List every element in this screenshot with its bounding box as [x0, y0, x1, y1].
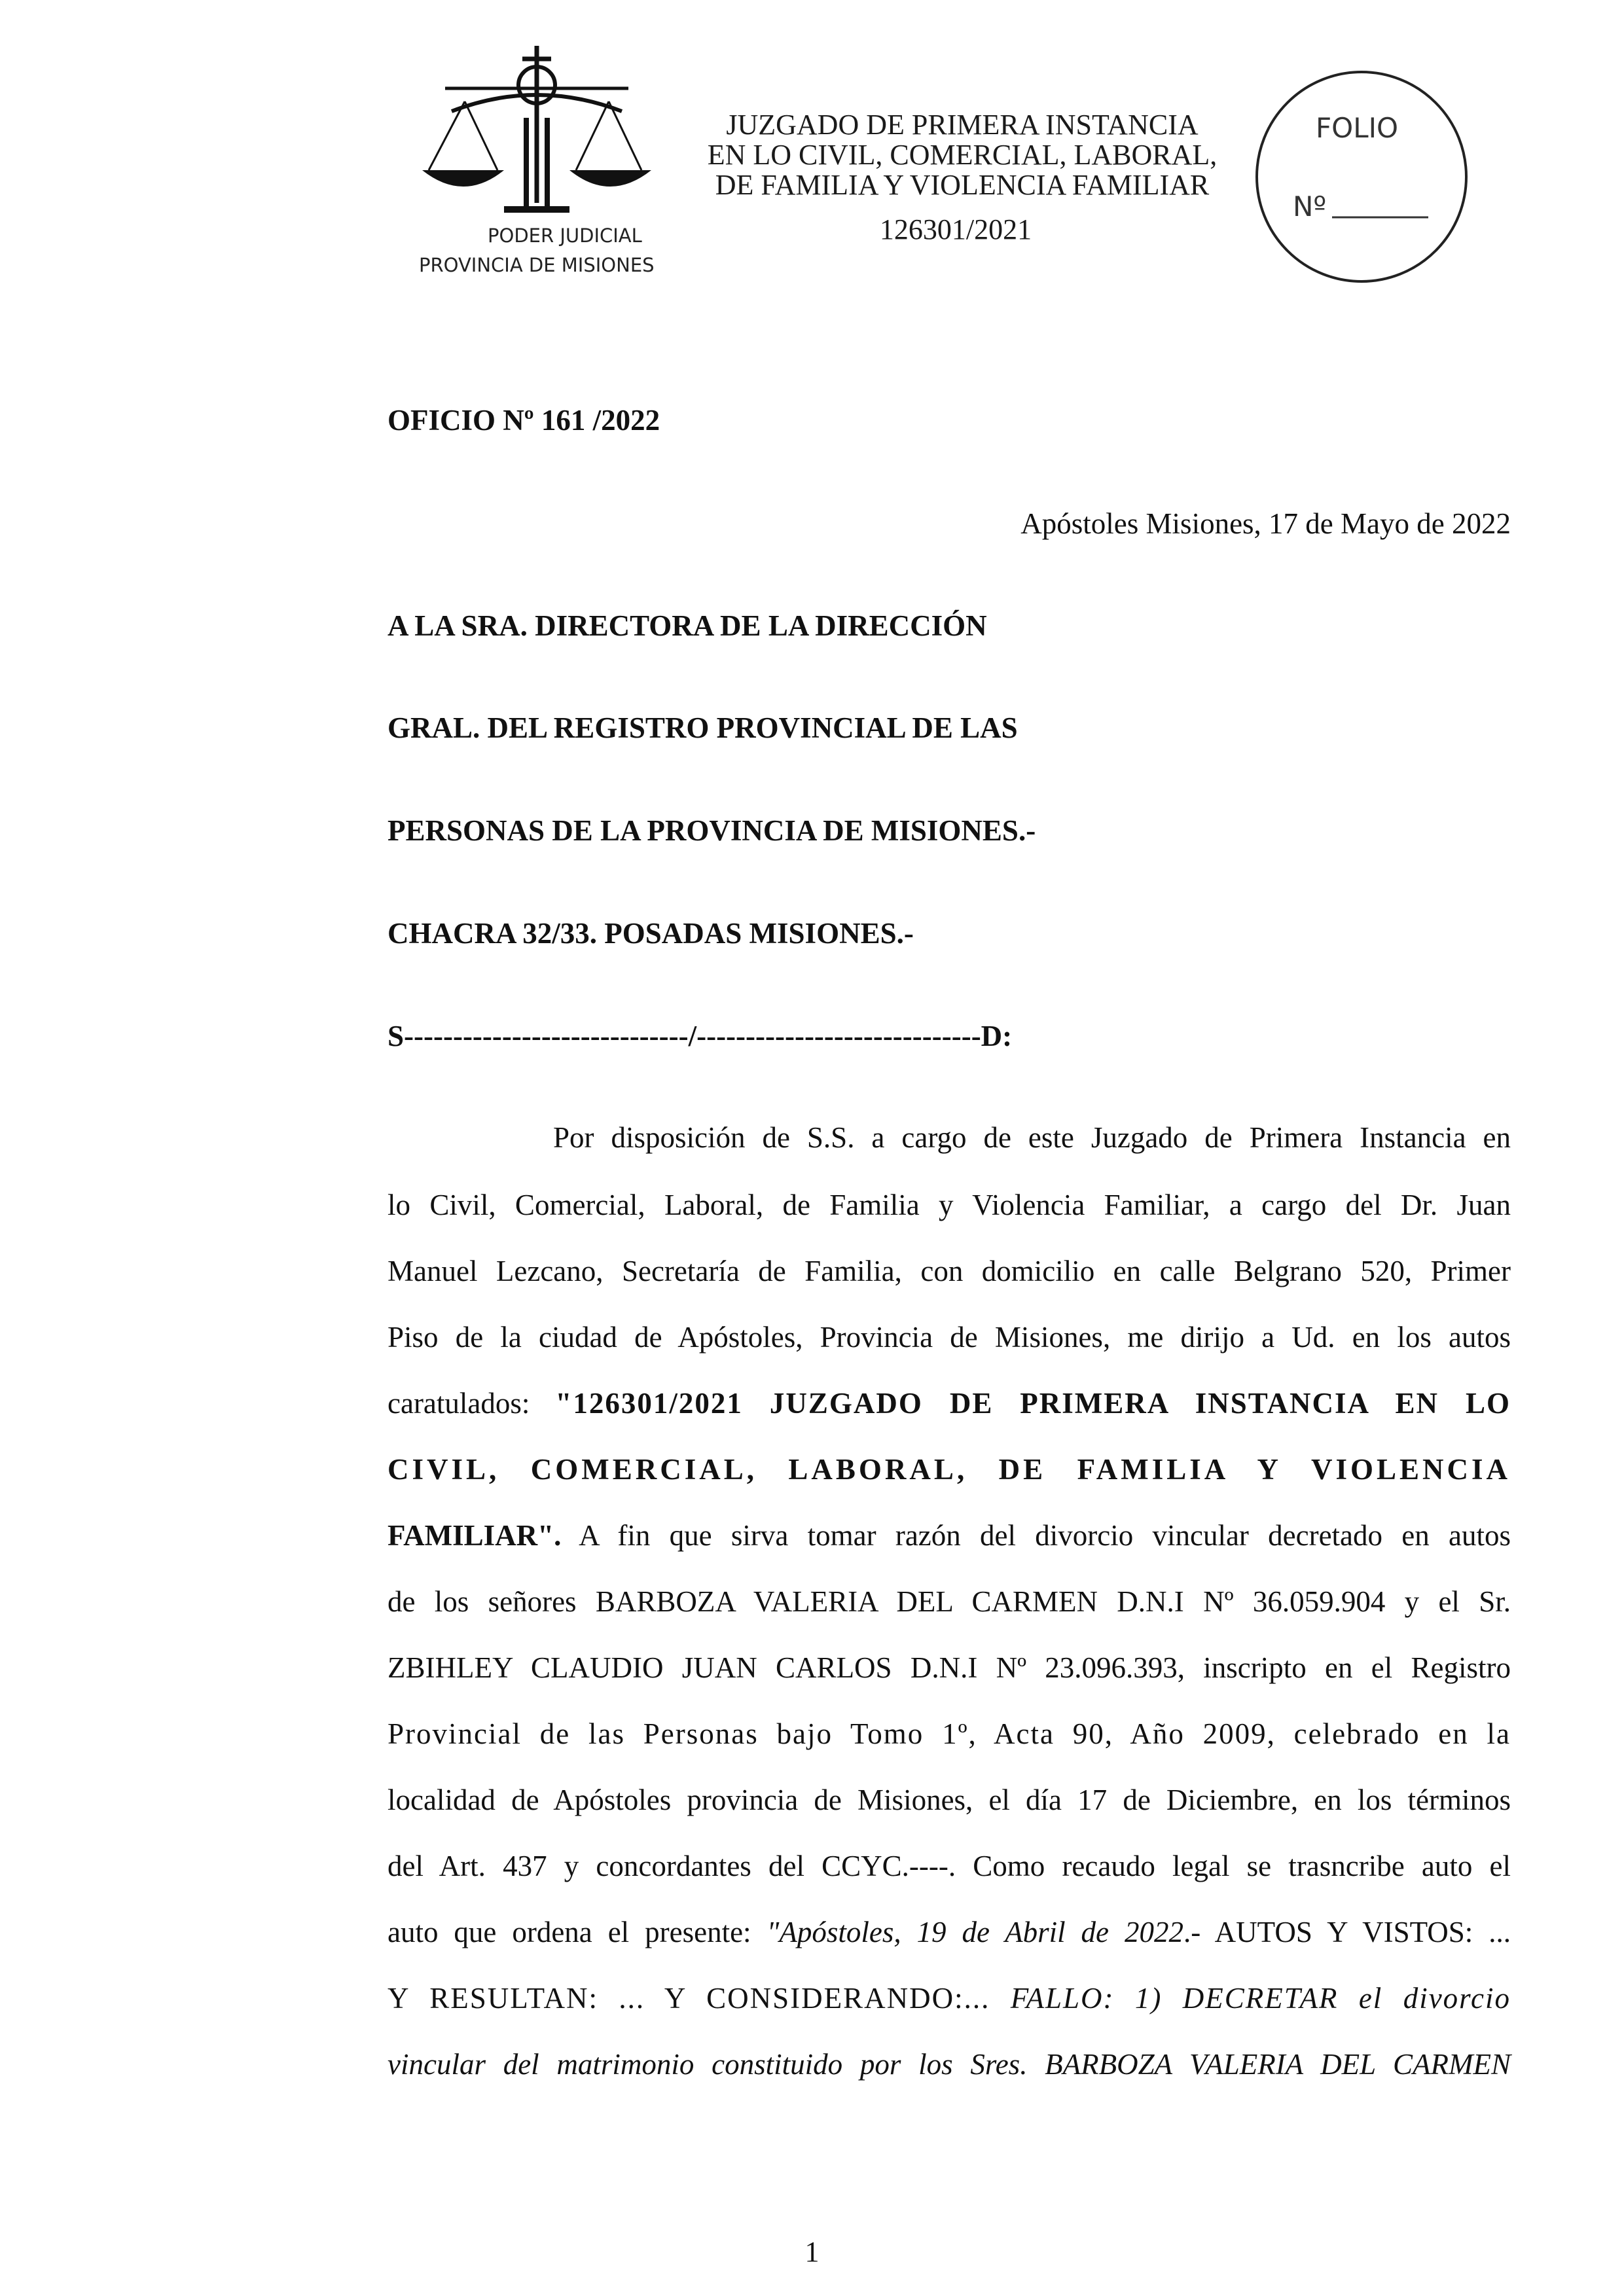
case-caption-part-2: CIVIL, COMERCIAL, LABORAL, DE FAMILIA Y VIOLENCIA [388, 1453, 1511, 1486]
salutation: S-----------------------------/-----------------------------D: [388, 1020, 1013, 1052]
body-line-5 [388, 1386, 1511, 1420]
fallo-start: FALLO: 1) DECRETAR el divorcio [1010, 1982, 1511, 2015]
court-name-line-1: JUZGADO DE PRIMERA INSTANCIA [726, 109, 1199, 141]
body-line-8: de los señores BARBOZA VALERIA DEL CARMEN D.N.I Nº 36.059.904 y el Sr. [388, 1585, 1511, 1618]
body-line-15 [388, 2047, 1511, 2081]
court-name-line-2: EN LO CIVIL, COMERCIAL, LABORAL, [707, 139, 1218, 171]
case-caption-part-3: FAMILIAR". [388, 1519, 562, 1552]
body-line-12: del Art. 437 y concordantes del CCYC.----. Como recaudo legal se trasncribe auto el [388, 1850, 1511, 1882]
body-line-13-lead: auto que ordena el presente: [388, 1916, 767, 1948]
court-name-line-3: DE FAMILIA Y VIOLENCIA FAMILIAR [715, 169, 1210, 201]
body-line-1: Por disposición de S.S. a cargo de este Juzgado de Primera Instancia en [553, 1121, 1511, 1154]
addressee-line-1: A LA SRA. DIRECTORA DE LA DIRECCIÓN [388, 609, 987, 642]
folio-label: FOLIO [1316, 112, 1399, 144]
addressee-line-3: PERSONAS DE LA PROVINCIA DE MISIONES.- [388, 814, 1036, 847]
body-line-4: Piso de la ciudad de Apóstoles, Provincia de Misiones, me dirijo a Ud. en los autos [388, 1321, 1511, 1354]
body-line-14 [388, 1981, 1511, 2015]
resolution-date: "Apóstoles, 19 de Abril de 2022 [767, 1916, 1183, 1948]
body-line-14-lead: Y RESULTAN: ... Y CONSIDERANDO:... [388, 1982, 1011, 2015]
addressee-line-2: GRAL. DEL REGISTRO PROVINCIAL DE LAS [388, 711, 1018, 744]
body-line-10: Provincial de las Personas bajo Tomo 1º, Acta 90, Año 2009, celebrado en la [388, 1717, 1511, 1750]
scales-of-justice-icon [406, 39, 681, 288]
body-line-7 [388, 1518, 1511, 1552]
body-line-2: lo Civil, Comercial, Laboral, de Familia y Violencia Familiar, a cargo del Dr. Juan [388, 1189, 1511, 1221]
body-line-3: Manuel Lezcano, Secretaría de Familia, con domicilio en calle Belgrano 520, Primer [388, 1255, 1511, 1287]
body-line-13 [388, 1915, 1511, 1949]
body-line-13-rest: .- AUTOS Y VISTOS: ... [1183, 1916, 1511, 1948]
body-line-7-rest: A fin que sirva tomar razón del divorcio vincular decretado en autos [561, 1519, 1511, 1552]
body-line-9: ZBIHLEY CLAUDIO JUAN CARLOS D.N.I Nº 23.096.393, inscripto en el Registro [388, 1651, 1511, 1684]
seal-line-2: PROVINCIA DE MISIONES [419, 254, 655, 276]
body-line-11: localidad de Apóstoles provincia de Misiones, el día 17 de Diciembre, en los términos [388, 1784, 1511, 1816]
case-number: 126301/2021 [879, 213, 1032, 245]
folio-stamp [1244, 59, 1492, 295]
fallo-continuation: vincular del matrimonio constituido por los Sres. BARBOZA VALERIA DEL CARMEN [388, 2048, 1511, 2081]
place-date: Apóstoles Misiones, 17 de Mayo de 2022 [1020, 507, 1511, 540]
seal-line-1: PODER JUDICIAL [488, 224, 642, 247]
body-line-5-lead: caratulados: [388, 1387, 556, 1420]
judicial-seal-logo [406, 39, 681, 288]
page-number: 1 [804, 2236, 820, 2268]
case-caption-part-1: "126301/2021 JUZGADO DE PRIMERA INSTANCIA EN LO [555, 1387, 1511, 1420]
folio-number-label: Nº [1293, 190, 1327, 223]
oficio-number: OFICIO Nº 161 /2022 [388, 404, 660, 437]
addressee-line-4: CHACRA 32/33. POSADAS MISIONES.- [388, 917, 914, 950]
